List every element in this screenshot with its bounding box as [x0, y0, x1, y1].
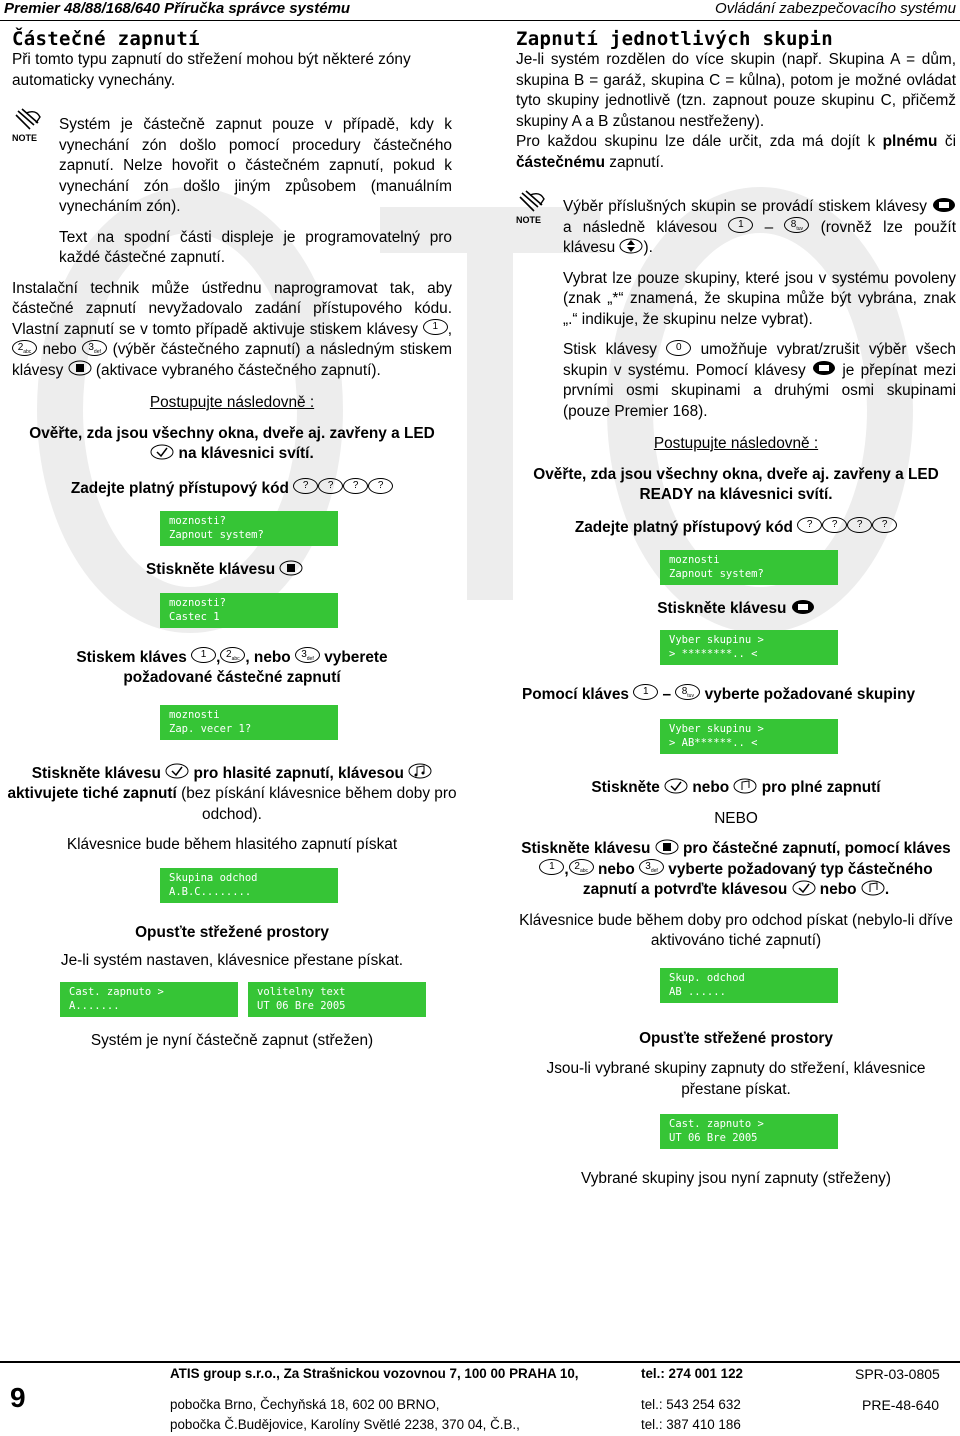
part-arm-key-icon [68, 360, 92, 376]
right-lcd-2: Vyber skupinu > > ********.. < [660, 630, 838, 665]
footer-divider [0, 1361, 960, 1363]
header-right: Ovládání zabezpečovacího systému [715, 0, 956, 17]
footer-tel2: tel.: 543 254 632 [641, 1397, 741, 1412]
right-note-p2: Vybrat lze pouze skupiny, které jsou v systému povoleny (znak „*“ znamená, že skupina může být vybrána, znak „.“ indikuje, že skupinu nelze vybrat). [563, 269, 956, 328]
left-proceed: Postupujte následovně : [149, 394, 315, 411]
group-key-icon [932, 197, 956, 213]
left-select: Stiskem kláves 1 , $2_{abc}$ , nebo $3_{def}$ vyberete požadované částečné zapnutí [76, 648, 388, 686]
right-enter-code: Zadejte platný přístupový kód ? ? ? ? [516, 518, 956, 539]
left-lcd-6: volitelny text UT 06 Bre 2005 [248, 982, 426, 1017]
group-key-icon [812, 360, 836, 376]
left-note-p2: Text na spodní části displeje je programovatelný pro každé částečné zapnutí. [59, 228, 452, 266]
page-header [0, 0, 960, 21]
note-hand-icon [516, 189, 550, 225]
left-title: Částečné zapnutí [12, 28, 200, 50]
right-lcd-5: Cast. zapnuto > UT 06 Bre 2005 [660, 1114, 838, 1149]
left-lcd-5: Cast. zapnuto > A....... [60, 982, 238, 1017]
right-lcd-1: moznosti Zapnout system? [660, 550, 838, 585]
part-arm-key-icon [655, 839, 679, 855]
check-key-icon [165, 763, 189, 779]
key-3: $3_{def}$ [82, 340, 107, 356]
right-lcd-4: Skup. odchod AB ...... [660, 968, 838, 1003]
right-stop-beep: Jsou-li vybrané skupiny zapnuty do střežení, klávesnice přestane pískat. [546, 1060, 926, 1098]
left-column [7, 28, 457, 1051]
check-key-icon [792, 880, 816, 896]
right-leave: Opusťte střežené prostory [639, 1029, 833, 1047]
right-intro2: Pro každou skupinu lze dále určit, zda má dojít k plnému či částečnému zapnutí. [516, 133, 957, 171]
left-enter-code: Zadejte platný přístupový kód ? ? ? ? [12, 479, 452, 500]
left-press-key: Stiskněte klávesu [146, 560, 452, 581]
footer-branch1: pobočka Brno, Čechyňská 18, 602 00 BRNO, [170, 1397, 440, 1412]
left-note-p1: Systém je částečně zapnut pouze v případě, kdy k vynechání zón došlo pomocí procedury částečného zapnutí. Nelze hovořit o částečném zapnutí, pokud k vynechání zón došlo jiným způsobem (manuálním vynecháním zón). [59, 116, 452, 215]
left-lcd-2: moznosti? Castec 1 [160, 593, 338, 628]
footer-tel1: tel.: 274 001 122 [641, 1366, 743, 1381]
left-lcd-3: moznosti Zap. vecer 1? [160, 705, 338, 740]
footer-code2: PRE-48-640 [862, 1397, 940, 1413]
left-final: Systém je nyní částečně zapnut (střežen) [90, 1031, 374, 1049]
key-1: 1 [423, 319, 448, 335]
right-note-p1: Výběr příslušných skupin se provádí stiskem klávesy a následně klávesou $1 - 8_{tuv}$ (rovněž lze použít klávesu ). [563, 198, 956, 256]
note-hand-icon [12, 107, 46, 143]
right-select: Pomocí kláves $1 - 8_{tuv}$ vyberte požadované skupiny [522, 685, 916, 703]
svg-text:NOTE: NOTE [516, 215, 542, 225]
right-beep: Klávesnice bude během doby pro odchod pískat (nebylo-li dříve aktivováno tiché zapnutí) [519, 911, 953, 949]
left-lcd-1: moznosti? Zapnout system? [160, 511, 338, 546]
page-number: 9 [10, 1382, 26, 1413]
left-leave: Opusťte střežené prostory [135, 923, 329, 941]
right-proceed: Postupujte následovně : [653, 435, 819, 452]
music-key-icon [861, 880, 885, 896]
music-key-icon [408, 763, 432, 779]
ready-led-icon [150, 444, 174, 460]
footer-tel3: tel.: 387 410 186 [641, 1417, 741, 1432]
right-full: Stiskněte nebo pro plné zapnutí [591, 779, 881, 796]
right-final: Vybrané skupiny jsou nyní zapnuty (střeženy) [581, 1170, 891, 1187]
right-title: Zapnutí jednotlivých skupin [516, 28, 833, 50]
left-intro: Při tomto typu zapnutí do střežení mohou být některé zóny automaticky vynechány. [12, 51, 411, 89]
right-partial: Stiskněte klávesu pro částečné zapnutí, pomocí kláves 1 , $2_{abc}$ nebo $3_{def}$ vyberte požadovaný typ částečného zapnutí a potvrďte klávesou nebo . [521, 840, 951, 898]
music-key-icon [733, 778, 757, 794]
right-note-p3: Stisk klávesy 0 umožňuje vybrat/zrušit výběr všech skupin v systému. Pomocí klávesy je přepínat mezi prvními osmi skupinami a druhými osmi skupinami (pouze Premier 168). [563, 341, 956, 420]
right-intro: Je-li systém rozdělen do více skupin (např. Skupina A = dům, skupina B = garáž, skupina C = kůlna), potom je možné ovládat tyto skupiny jednotlivě (tzn. zapnout pouze skupinu C, přičemž skupiny A a B zůstanou nestřeženy). [516, 51, 956, 130]
right-or: NEBO [714, 809, 758, 827]
left-note [12, 115, 452, 269]
left-lcd-4: Skupina odchod A.B.C........ [160, 868, 338, 903]
right-press-key: Stiskněte klávesu [516, 599, 956, 620]
left-check: Ověřte, zda jsou všechny okna, dveře aj. zavřeny a LED na klávesnici svítí. [29, 424, 435, 462]
left-stop-beep: Je-li systém nastaven, klávesnice přestane pískat. [60, 952, 404, 969]
key-2: $2_{abc}$ [12, 340, 37, 356]
right-lcd-3: Vyber skupinu > > AB******.. < [660, 719, 838, 754]
group-key-icon [791, 599, 815, 615]
right-column [516, 28, 956, 1190]
updown-key-icon [619, 238, 643, 254]
footer-code1: SPR-03-0805 [855, 1366, 940, 1382]
check-key-icon [664, 778, 688, 794]
footer-branch2: pobočka Č.Budějovice, Karolíny Světlé 2238, 370 04, Č.B., [170, 1417, 520, 1432]
footer-company: ATIS group s.r.o., Za Strašnickou vozovnou 7, 100 00 PRAHA 10, [170, 1366, 579, 1381]
header-left: Premier 48/88/168/640 Příručka správce systému [4, 0, 351, 17]
left-install-para: Instalační technik může ústřednu naprogramovat tak, aby částečné zapnutí nevyžadovalo zadání přístupového kódu. Vlastní zapnutí se v tomto případě aktivuje stiskem klávesy 1 $,2_{abc}$ nebo $3_{def}$ (výběr částečného zapnutí) a následným stiskem klávesy (aktivace vybraného částečného zapnutí). [12, 279, 452, 379]
svg-text:NOTE: NOTE [12, 133, 38, 143]
right-note [516, 197, 956, 422]
left-lcd-row [60, 982, 452, 1017]
right-check: Ověřte, zda jsou všechny okna, dveře aj. zavřeny a LED READY na klávesnici svítí. [533, 465, 939, 503]
left-loud: Stiskněte klávesu pro hlasité zapnutí, klávesou aktivujete tiché zapnutí (bez pískání klávesnice během doby pro odchod). [7, 764, 457, 823]
left-beep: Klávesnice bude během hlasitého zapnutí pískat [66, 836, 398, 853]
part-arm-key-icon [279, 560, 303, 576]
